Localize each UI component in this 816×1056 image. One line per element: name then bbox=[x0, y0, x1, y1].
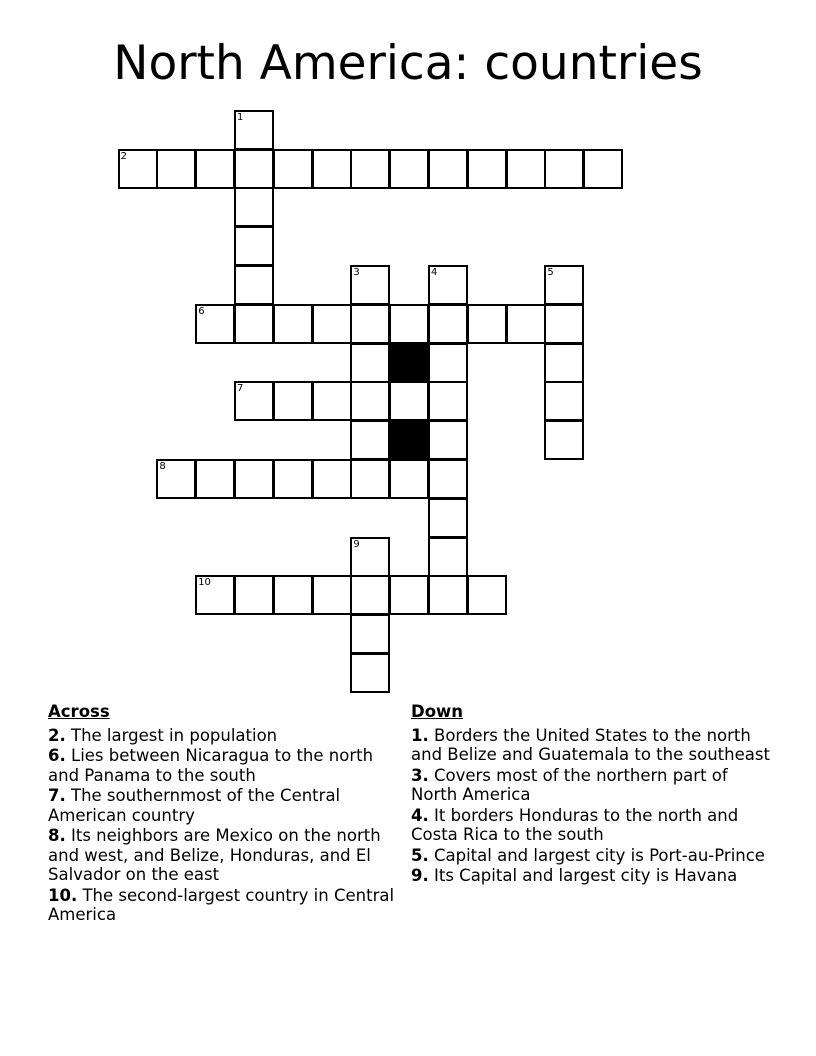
across-clues bbox=[48, 702, 398, 926]
clue-down-9 bbox=[411, 866, 771, 886]
grid-cell[interactable] bbox=[583, 149, 623, 189]
grid-cell[interactable] bbox=[428, 343, 468, 383]
grid-cell[interactable] bbox=[350, 381, 390, 421]
grid-cell[interactable] bbox=[312, 381, 352, 421]
grid-cell[interactable] bbox=[234, 110, 274, 150]
grid-cell[interactable] bbox=[428, 265, 468, 305]
grid-cell[interactable] bbox=[428, 420, 468, 460]
grid-cell[interactable] bbox=[312, 575, 352, 615]
grid-cell[interactable] bbox=[428, 498, 468, 538]
clue-number: 9. bbox=[411, 866, 429, 885]
down-heading: Down bbox=[411, 702, 464, 721]
black-cell bbox=[389, 420, 429, 460]
grid-cell[interactable] bbox=[234, 381, 274, 421]
cell-number: 9 bbox=[353, 538, 360, 550]
grid-cell[interactable] bbox=[234, 187, 274, 227]
clue-text: Capital and largest city is Port-au-Prince bbox=[428, 845, 765, 865]
grid-cell[interactable] bbox=[234, 575, 274, 615]
clue-across-6 bbox=[48, 746, 398, 785]
grid-cell[interactable] bbox=[350, 614, 390, 654]
clue-across-8 bbox=[48, 826, 398, 885]
grid-cell[interactable] bbox=[389, 459, 429, 499]
clue-number: 3. bbox=[411, 765, 429, 785]
grid-cell[interactable] bbox=[544, 381, 584, 421]
cell-number: 6 bbox=[198, 305, 205, 317]
grid-cell[interactable] bbox=[312, 459, 352, 499]
clue-number: 4. bbox=[411, 805, 429, 825]
clue-text: It borders Honduras to the north and Costa Rica to the south bbox=[411, 805, 739, 844]
clue-number: 8. bbox=[48, 826, 66, 845]
grid-cell[interactable] bbox=[118, 149, 158, 189]
clue-down-4 bbox=[411, 806, 771, 845]
grid-cell[interactable] bbox=[350, 304, 390, 344]
grid-cell[interactable] bbox=[506, 149, 546, 189]
grid-cell[interactable] bbox=[273, 149, 313, 189]
grid-cell[interactable] bbox=[506, 304, 546, 344]
grid-cell[interactable] bbox=[428, 149, 468, 189]
grid-cell[interactable] bbox=[389, 575, 429, 615]
grid-cell[interactable] bbox=[195, 575, 235, 615]
cell-number: 4 bbox=[431, 267, 438, 278]
grid-cell[interactable] bbox=[544, 343, 584, 383]
clue-across-10 bbox=[48, 886, 398, 925]
grid-cell[interactable] bbox=[273, 381, 313, 421]
grid-cell[interactable] bbox=[234, 149, 274, 189]
grid-cell[interactable] bbox=[428, 537, 468, 577]
clue-number: 7. bbox=[48, 786, 66, 805]
grid-cell[interactable] bbox=[350, 537, 390, 577]
grid-cell[interactable] bbox=[350, 459, 390, 499]
clue-across-2 bbox=[48, 726, 398, 746]
clue-number: 10. bbox=[48, 885, 78, 905]
clue-number: 6. bbox=[48, 746, 66, 765]
grid-cell[interactable] bbox=[467, 149, 507, 189]
grid-cell[interactable] bbox=[312, 304, 352, 344]
clue-text: Lies between Nicaragua to the north and Panama to the south bbox=[48, 746, 374, 785]
clue-number: 2. bbox=[48, 725, 66, 745]
grid-cell[interactable] bbox=[350, 575, 390, 615]
clue-text: The largest in population bbox=[65, 725, 278, 745]
clue-down-1 bbox=[411, 726, 771, 765]
grid-cell[interactable] bbox=[273, 304, 313, 344]
grid-cell[interactable] bbox=[350, 149, 390, 189]
grid-cell[interactable] bbox=[273, 459, 313, 499]
cell-number: 7 bbox=[237, 383, 244, 395]
cell-number: 2 bbox=[120, 150, 127, 162]
grid-cell[interactable] bbox=[428, 381, 468, 421]
grid-cell[interactable] bbox=[234, 226, 274, 266]
clue-number: 5. bbox=[411, 845, 429, 865]
grid-cell[interactable] bbox=[389, 149, 429, 189]
grid-cell[interactable] bbox=[389, 381, 429, 421]
cell-number: 3 bbox=[353, 267, 360, 278]
grid-cell[interactable] bbox=[428, 459, 468, 499]
grid-cell[interactable] bbox=[544, 265, 584, 305]
clue-number: 1. bbox=[411, 725, 429, 745]
across-heading: Across bbox=[48, 702, 110, 721]
grid-cell[interactable] bbox=[312, 149, 352, 189]
black-cell bbox=[389, 343, 429, 383]
grid-cell[interactable] bbox=[195, 149, 235, 189]
grid-cell[interactable] bbox=[234, 304, 274, 344]
clue-text: Its Capital and largest city is Havana bbox=[428, 866, 738, 885]
grid-cell[interactable] bbox=[350, 653, 390, 693]
cell-number: 8 bbox=[159, 461, 166, 472]
grid-cell[interactable] bbox=[350, 265, 390, 305]
down-clues bbox=[411, 702, 771, 887]
grid-cell[interactable] bbox=[350, 420, 390, 460]
clue-text: The southernmost of the Central American country bbox=[48, 786, 341, 825]
grid-cell[interactable] bbox=[544, 420, 584, 460]
grid-cell[interactable] bbox=[234, 459, 274, 499]
clue-text: Its neighbors are Mexico on the north and west, and Belize, Honduras, and El Salvador on the east bbox=[48, 826, 381, 884]
grid-cell[interactable] bbox=[467, 575, 507, 615]
clue-text: Borders the United States to the north and Belize and Guatemala to the southeast bbox=[411, 725, 770, 764]
page-title: North America: countries bbox=[113, 36, 703, 91]
cell-number: 1 bbox=[237, 111, 244, 123]
grid-cell[interactable] bbox=[467, 304, 507, 344]
grid-cell[interactable] bbox=[544, 149, 584, 189]
grid-cell[interactable] bbox=[156, 149, 196, 189]
grid-cell[interactable] bbox=[428, 575, 468, 615]
grid-cell[interactable] bbox=[428, 304, 468, 344]
cell-number: 10 bbox=[198, 577, 211, 589]
clue-down-3 bbox=[411, 766, 771, 805]
grid-cell[interactable] bbox=[389, 304, 429, 344]
clue-text: Covers most of the northern part of North America bbox=[411, 765, 728, 804]
grid-cell[interactable] bbox=[273, 575, 313, 615]
grid-cell[interactable] bbox=[350, 343, 390, 383]
clue-down-5 bbox=[411, 846, 771, 866]
grid-cell[interactable] bbox=[544, 304, 584, 344]
clue-across-7 bbox=[48, 786, 398, 825]
clue-text: The second-largest country in Central America bbox=[48, 885, 395, 924]
cell-number: 5 bbox=[547, 267, 554, 278]
grid-cell[interactable] bbox=[234, 265, 274, 305]
grid-cell[interactable] bbox=[156, 459, 196, 499]
grid-cell[interactable] bbox=[195, 459, 235, 499]
grid-cell[interactable] bbox=[195, 304, 235, 344]
